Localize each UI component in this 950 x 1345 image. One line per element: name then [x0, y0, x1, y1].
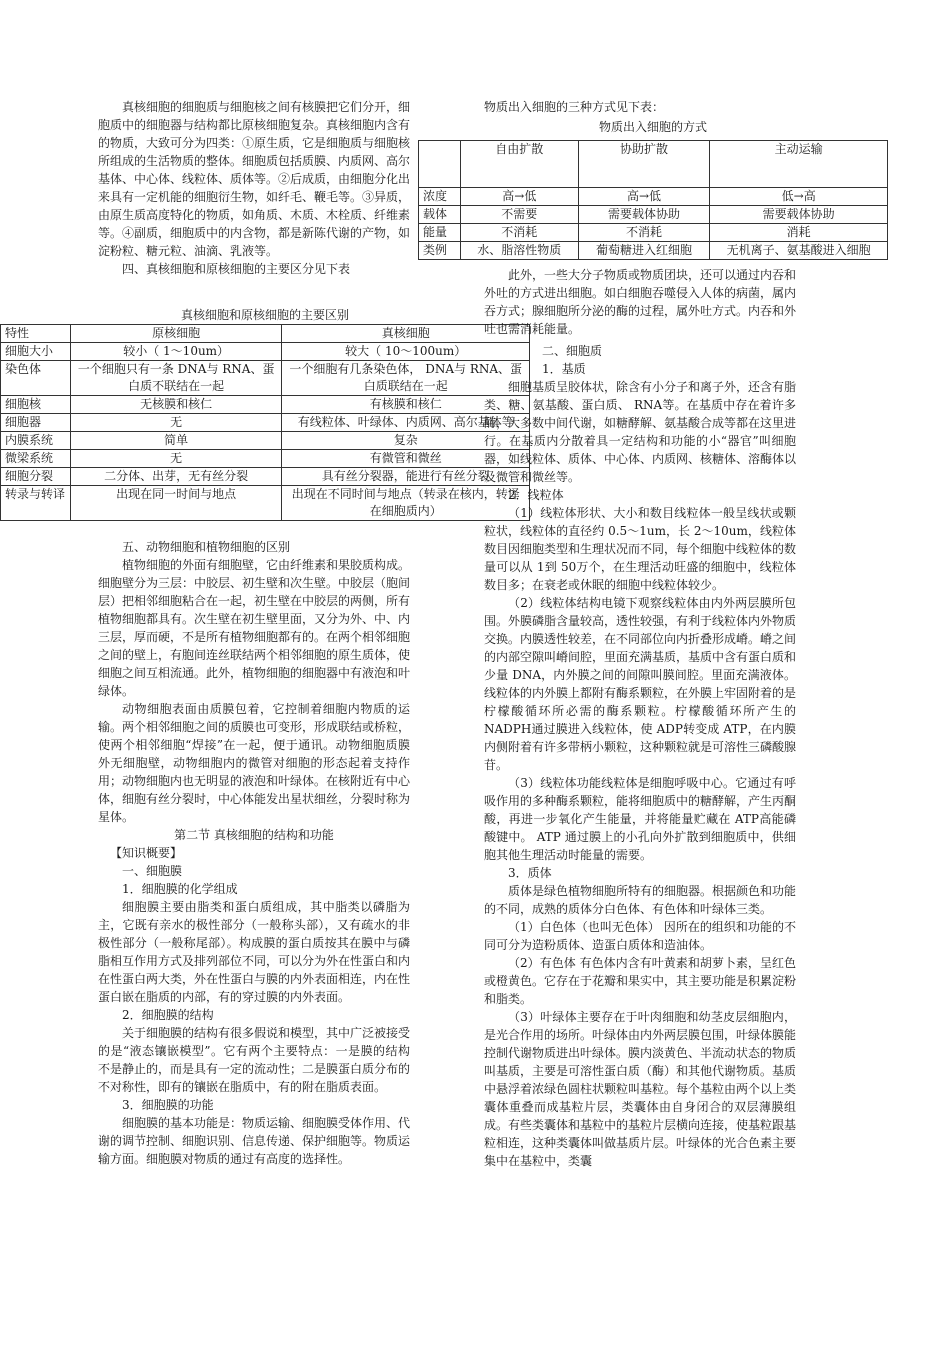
table-cell: 转录与转译: [1, 486, 71, 521]
right-column-lower: [542, 342, 830, 378]
table-row: [1, 361, 530, 396]
mitochondria-shape-paragraph: （1）线粒体形状、大小和数目线粒体一般呈线状或颗粒状，线粒体的直径约 0.5～1um，长 2～10um，线粒体数目因细胞类型和生理状况而不同，每个细胞中线粒体的数量可以从 1到 50万个，在生理活动旺盛的细胞中，线粒体数目多；在衰老或休眠的细胞中线粒体较少。: [484, 506, 797, 592]
transport-table-caption: 物质出入细胞的方式: [598, 120, 707, 134]
table-cell: 需要载体协助: [710, 206, 888, 224]
table-cell: 浓度: [419, 188, 461, 206]
right-column-body: [484, 378, 796, 1170]
membrane-structure-title: 2．细胞膜的结构: [122, 1008, 214, 1022]
table-header-cell: 主动运输: [710, 141, 888, 188]
table-cell: 不消耗: [460, 224, 578, 242]
left-column-top: [98, 98, 410, 278]
table-cell: 需要载体协助: [578, 206, 710, 224]
cytoplasm-title: 二、细胞质: [542, 344, 603, 358]
table-cell: 无机离子、氨基酸进入细胞: [710, 242, 888, 260]
table-row: [419, 188, 888, 206]
table-cell: 不消耗: [578, 224, 710, 242]
table-cell: 出现在不同时间与地点（转录在核内，转译在细胞质内）: [282, 486, 530, 521]
table-row: [1, 486, 530, 521]
table-cell: 较大（ 10～100um）: [282, 343, 530, 361]
table-header-cell: 原核细胞: [70, 325, 282, 343]
table-cell: 复杂: [282, 432, 530, 450]
membrane-function-paragraph: 细胞膜的基本功能是：物质运输、细胞膜受体作用、代谢的调节控制、细胞识别、信息传递、保护细胞等。物质运输方面。细胞膜对物质的通过有高度的选择性。: [98, 1116, 411, 1166]
table-row: [419, 206, 888, 224]
table-cell: 高→低: [460, 188, 578, 206]
transport-table: [418, 140, 888, 260]
chloroplast-paragraph: （3）叶绿体主要存在于叶肉细胞和幼茎皮层细胞内，是光合作用的场所。叶绿体由内外两层膜包围，叶绿体膜能控制代谢物质进出叶绿体。膜内淡黄色、半流动状态的物质叫基质，主要是可溶性蛋白质（酶）和其他代谢物质。基质中悬浮着浓绿色圆柱状颗粒叫基粒。每个基粒由两个以上类囊体重叠而成基粒片层，类囊体由自身闭合的双层薄膜组成。有些类囊体和基粒中的基粒片层横向连接，使基粒跟基粒相连，这种类囊体叫做基质片层。叶绿体的光合色素主要集中在基粒中，类囊: [484, 1010, 797, 1168]
mitochondria-function-paragraph: （3）线粒体功能线粒体是细胞呼吸中心。它通过有呼吸作用的多种酶系颗粒，能将细胞质中的糖酵解，产生丙酮酸，再进一步氧化产生能量，并将能量贮藏在 ATP高能磷酸键中。 ATP 通过膜上的小孔向外扩散到细胞质中，供细胞其他生理活动时能量的需要。: [484, 776, 797, 862]
table-header-cell: [419, 141, 461, 188]
table-row: [1, 396, 530, 414]
table-row: [1, 343, 530, 361]
table-row: [1, 468, 530, 486]
table-cell: 无: [70, 450, 282, 468]
plant-cell-paragraph: 植物细胞的外面有细胞壁，它由纤维素和果胶质构成。细胞壁分为三层：中胶层、初生壁和次生壁。中胶层（胞间层）把相邻细胞粘合在一起，初生壁在中胶层的两侧，所有植物细胞都具有。次生壁在初生壁里面，又分为外、中、内三层，厚而硬，不是所有植物细胞都有的。在两个相邻细胞之间的壁上，有胞间连丝联结两个相邻细胞的原生质体，使细胞之间互相流通。此外，植物细胞的细胞器中有液泡和叶绿体。: [98, 558, 411, 698]
table-row: [1, 325, 530, 343]
section-5-title: 五、动物细胞和植物细胞的区别: [122, 540, 291, 554]
mitochondria-structure-paragraph: （2）线粒体结构电镜下观察线粒体由内外两层膜所包围。外膜磷脂含量较高，透性较强，有利于线粒体内外物质交换。内膜透性较差，在不同部位向内折叠形成嵴。嵴之间的内部空隙叫嵴间腔，里面充满基质，基质中含有蛋白质和少量 DNA，内外膜之间的间隙叫膜间腔。里面充满液体。线粒体的内外膜上都附有酶系颗粒，在外膜上牢固附着的是柠檬酸循环所必需的酶系颗粒。柠檬酸循环所产生的 NADPH通过膜进入线粒体，使 ADP转变成 ATP，在内膜内侧附着有许多带柄小颗粒，这种颗粒就是可溶性三磷酸腺苷。: [484, 596, 797, 772]
membrane-title: 一、细胞膜: [122, 864, 183, 878]
table-row: [1, 432, 530, 450]
plastid-title: 3．质体: [508, 866, 552, 880]
table-cell: 有微管和微丝: [282, 450, 530, 468]
table-row: [1, 450, 530, 468]
table-cell: 有核膜和核仁: [282, 396, 530, 414]
table-cell: 有线粒体、叶绿体、内质网、高尔基体等: [282, 414, 530, 432]
chapter-title: 第二节 真核细胞的结构和功能: [174, 828, 334, 842]
endocytosis-paragraph: 此外，一些大分子物质或物质团块，还可以通过内吞和外吐的方式进出细胞。如白细胞吞噬侵入人体的病菌，属内吞方式；腺细胞所分泌的酶的过程，属外吐方式。内吞和外吐也需消耗能量。: [484, 268, 797, 336]
table-cell: 细胞器: [1, 414, 71, 432]
table-row: [419, 141, 888, 188]
table-cell: 高→低: [578, 188, 710, 206]
membrane-composition-title: 1．细胞膜的化学组成: [122, 882, 238, 896]
table-cell: 不需要: [460, 206, 578, 224]
comparison-table: [0, 324, 530, 521]
table-cell: 低→高: [710, 188, 888, 206]
table-cell: 微梁系统: [1, 450, 71, 468]
leucoplast-paragraph: （1）白色体（也叫无色体） 因所在的组织和功能的不同可分为造粉质体、造蛋白质体和造油体。: [484, 920, 796, 952]
table-cell: 较小（ 1～10um）: [70, 343, 282, 361]
membrane-function-title: 3．细胞膜的功能: [122, 1098, 214, 1112]
comparison-table-caption: 真核细胞和原核细胞的主要区别: [180, 308, 349, 322]
left-column-bottom: [98, 538, 410, 1168]
table-cell: 无: [70, 414, 282, 432]
table-header-cell: 真核细胞: [282, 325, 530, 343]
overview-heading: 【知识概要】: [110, 846, 183, 860]
matrix-paragraph: 细胞基质呈胶体状，除含有小分子和离子外，还含有脂类、糖、氨基酸、蛋白质、 RNA等。在基质中存在着许多酶，大多数中间代谢，如糖酵解、氨基酸合成等都在这里进行。在基质内分散着具一定结构和功能的小“器官”叫细胞器，如线粒体、质体、中心体、内质网、核糖体、溶酶体以及微管和微丝等。: [484, 380, 797, 484]
table-cell: 一个细胞只有一条 DNA与 RNA、蛋白质不联结在一起: [70, 361, 282, 396]
table-cell: 载体: [419, 206, 461, 224]
right-column-upper: [484, 266, 796, 338]
table-cell: 水、脂溶性物质: [460, 242, 578, 260]
table-cell: 具有丝分裂器，能进行有丝分裂: [282, 468, 530, 486]
table-cell: 细胞分裂: [1, 468, 71, 486]
table-cell: 染色体: [1, 361, 71, 396]
table-row: [1, 414, 530, 432]
table-cell: 内膜系统: [1, 432, 71, 450]
table-cell: 能量: [419, 224, 461, 242]
chromoplast-paragraph: （2）有色体 有色体内含有叶黄素和胡萝卜素，呈红色或橙黄色。它存在于花瓣和果实中，其主要功能是积累淀粉和脂类。: [484, 956, 797, 1006]
matrix-title: 1．基质: [542, 362, 586, 376]
plastid-intro-paragraph: 质体是绿色植物细胞所特有的细胞器。根据颜色和功能的不同，成熟的质体分白色体、有色体和叶绿体三类。: [484, 884, 797, 916]
table-cell: 出现在同一时间与地点: [70, 486, 282, 521]
mitochondria-title: 2．线粒体: [508, 488, 564, 502]
table-header-cell: 自由扩散: [460, 141, 578, 188]
table-header-cell: 特性: [1, 325, 71, 343]
table-cell: 一个细胞有几条染色体， DNA与 RNA、蛋白质联结在一起: [282, 361, 530, 396]
table-cell: 消耗: [710, 224, 888, 242]
table-cell: 无核膜和核仁: [70, 396, 282, 414]
membrane-composition-paragraph: 细胞膜主要由脂类和蛋白质组成，其中脂类以磷脂为主，它既有亲水的极性部分（一般称头部），又有疏水的非极性部分（一般称尾部）。构成膜的蛋白质按其在膜中与磷脂相互作用方式及排列部位不同，可以分为外在性蛋白和内在性蛋白两大类，外在性蛋白与膜的内外表面相连，内在性蛋白嵌在脂质的内部，有的穿过膜的内外表面。: [98, 900, 411, 1004]
table-row: [419, 242, 888, 260]
table-cell: 葡萄糖进入红细胞: [578, 242, 710, 260]
table-row: [419, 224, 888, 242]
table-cell: 二分体、出芽，无有丝分裂: [70, 468, 282, 486]
transport-intro: 物质出入细胞的三种方式见下表：: [484, 100, 665, 114]
intro-paragraph: 真核细胞的细胞质与细胞核之间有核膜把它们分开，细胞质中的细胞器与结构都比原核细胞复杂。真核细胞内含有的物质，大致可分为四类：①原生质，它是细胞质与细胞核所组成的生活物质的整体。细胞质包括质膜、内质网、高尔基体、中心体、线粒体、质体等。②后成质，由细胞分化出来具有一定机能的细胞衍生物，如纤毛、鞭毛等。③异质，由原生质高度特化的物质，如角质、木质、木栓质、纤维素等。④副质，细胞质中的内含物，都是新陈代谢的产物，如淀粉粒、糖元粒、油滴、乳液等。: [98, 100, 411, 258]
table-cell: 细胞核: [1, 396, 71, 414]
animal-cell-paragraph: 动物细胞表面由质膜包着，它控制着细胞内物质的运输。两个相邻细胞之间的质膜也可变形，形成联结或桥粒，使两个相邻细胞“焊接”在一起，便于通讯。动物细胞质膜外无细胞壁，动物细胞内的微管对细胞的形态起着支持作用；动物细胞内也无明显的液泡和叶绿体。在核附近有中心体，细胞有丝分裂时，中心体能发出星状细丝，分裂时称为星体。: [98, 702, 411, 824]
table-cell: 简单: [70, 432, 282, 450]
membrane-structure-paragraph: 关于细胞膜的结构有很多假说和模型，其中广泛被接受的是“液态镶嵌模型”。它有两个主要特点：一是膜的结构不是静止的，而是具有一定的流动性；二是膜蛋白质分布的不对称性，即有的镶嵌在脂质中，有的附在脂质表面。: [98, 1026, 411, 1094]
table-cell: 类例: [419, 242, 461, 260]
section-4-title: 四、真核细胞和原核细胞的主要区分见下表: [122, 262, 351, 276]
table-cell: 细胞大小: [1, 343, 71, 361]
table-header-cell: 协助扩散: [578, 141, 710, 188]
